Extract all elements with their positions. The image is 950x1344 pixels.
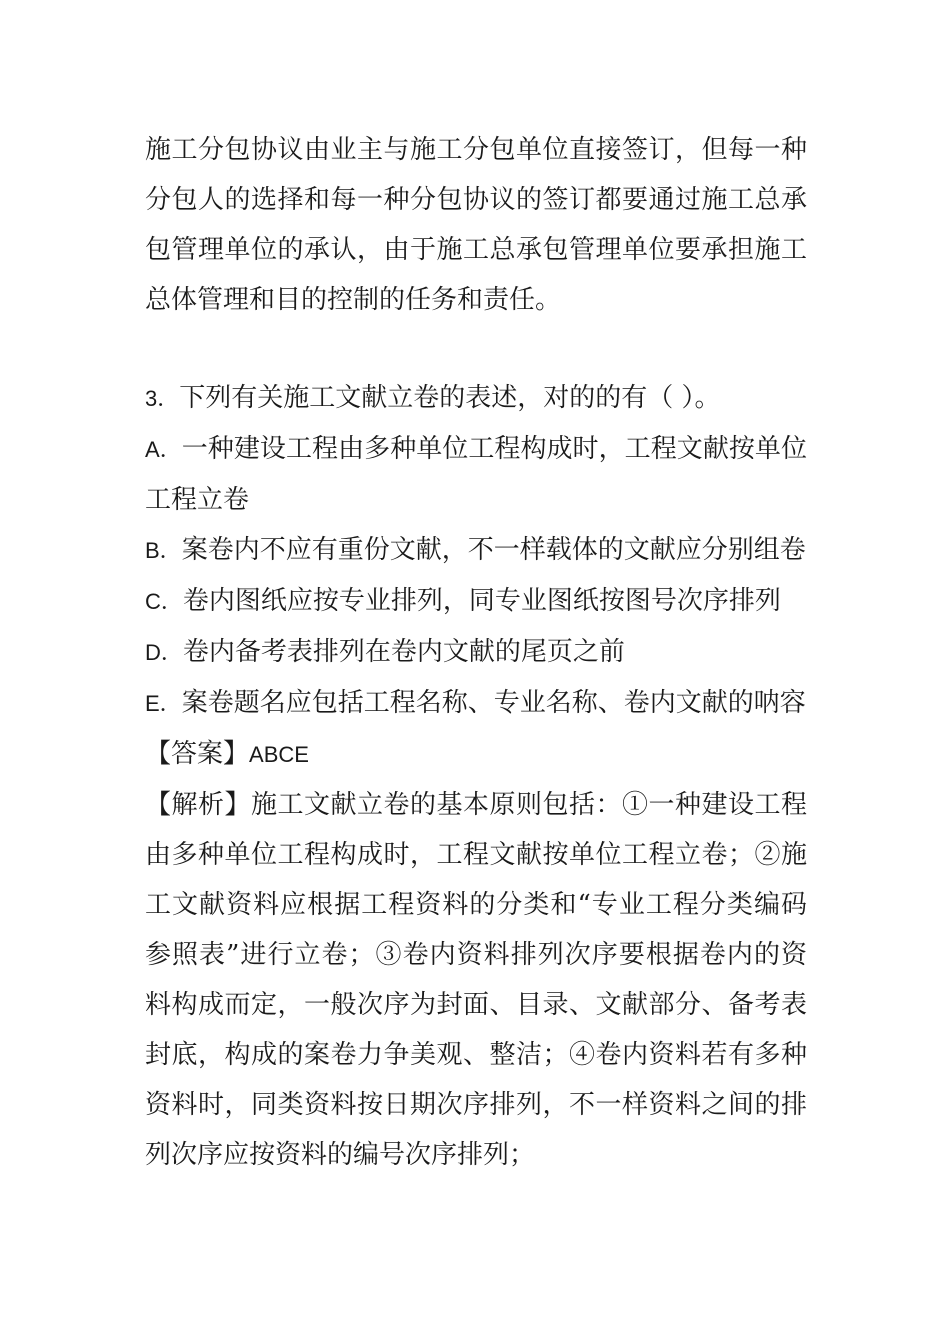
paragraph-gap	[145, 325, 807, 373]
analysis-paragraph	[145, 780, 807, 1180]
option-b	[145, 525, 807, 576]
option-label: D．	[145, 640, 183, 665]
option-label: A．	[145, 437, 182, 462]
option-c	[145, 576, 807, 627]
document-page	[145, 125, 807, 1180]
question-stem	[145, 373, 807, 424]
option-label: E．	[145, 691, 182, 716]
question-text: 下列有关施工文献立卷的表述，对的的有（ ）。	[179, 383, 721, 413]
option-text: 案卷题名应包括工程名称、专业名称、卷内文献的呐容	[181, 688, 806, 718]
option-text: 卷内图纸应按专业排列，同专业图纸按图号次序排列	[182, 586, 781, 616]
answer-value: ABCE	[249, 742, 309, 767]
option-text: 案卷内不应有重份文献，不一样载体的文献应分别组卷	[181, 535, 806, 565]
intro-paragraph: 施工分包协议由业主与施工分包单位直接签订，但每一种分包人的选择和每一种分包协议的签订都要通过施工总承包管理单位的承认，由于施工总承包管理单位要承担施工总体管理和目的控制的任务和责任。	[145, 135, 807, 315]
option-text: 一种建设工程由多种单位工程构成时，工程文献按单位工程立卷	[145, 434, 807, 515]
option-label: C．	[145, 589, 183, 614]
option-label: B．	[145, 538, 182, 563]
analysis-text: 施工文献立卷的基本原则包括：①一种建设工程由多种单位工程构成时，工程文献按单位工程立卷；②施工文献资料应根据工程资料的分类和“专业工程分类编码参照表”进行立卷；③卷内资料排列次序要根据卷内的资料构成而定，一般次序为封面、目录、文献部分、备考表封底，构成的案卷力争美观、整洁；④卷内资料若有多种资料时，同类资料按日期次序排列，不一样资料之间的排列次序应按资料的编号次序排列；	[145, 790, 807, 1170]
answer-line	[145, 729, 807, 780]
option-e	[145, 678, 807, 729]
answer-label: 【答案】	[145, 739, 250, 769]
option-d	[145, 627, 807, 678]
analysis-label: 【解析】	[145, 790, 251, 820]
question-number: 3．	[145, 386, 180, 411]
option-text: 卷内备考表排列在卷内文献的尾页之前	[182, 637, 625, 667]
option-a	[145, 424, 807, 525]
